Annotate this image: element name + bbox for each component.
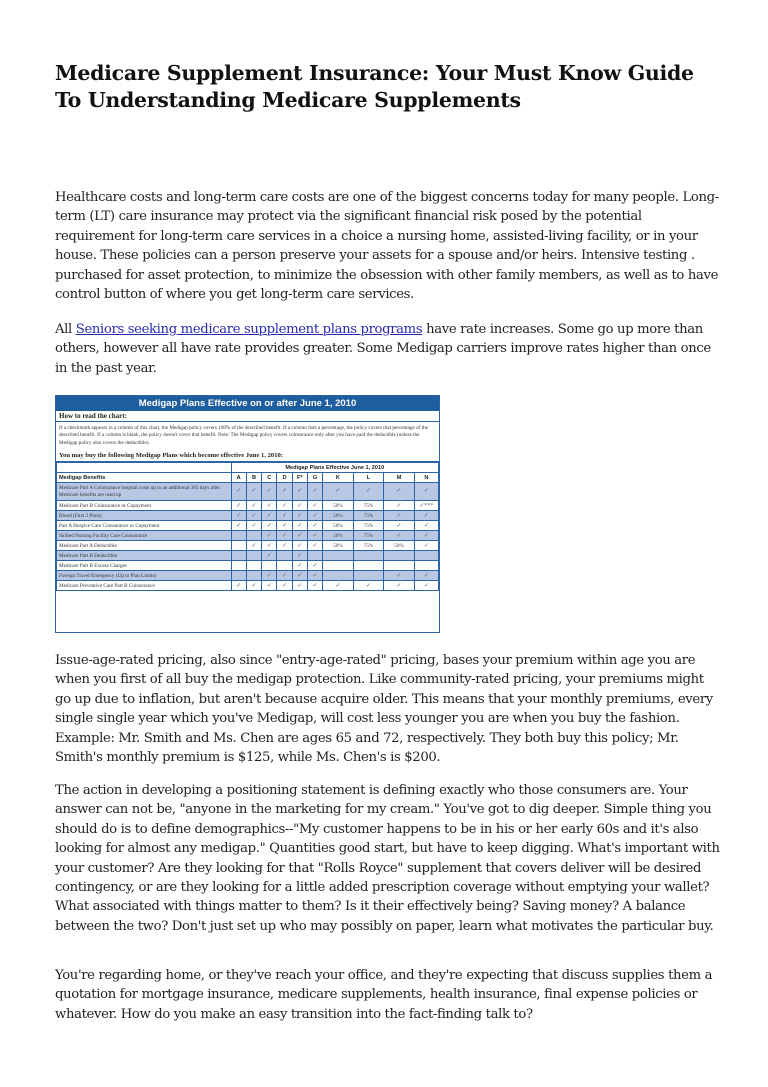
coverage-cell bbox=[277, 531, 292, 541]
coverage-cell bbox=[231, 483, 246, 501]
coverage-cell bbox=[262, 551, 277, 561]
coverage-cell bbox=[323, 551, 354, 561]
benefit-cell: Medicare Part A Deductible bbox=[57, 541, 232, 551]
benefit-cell: Blood (First 3 Pints) bbox=[57, 511, 232, 521]
checkmark-icon: ✓ bbox=[312, 563, 318, 570]
coverage-cell bbox=[262, 521, 277, 531]
paragraph-5: You're regarding home, or they've reach your office, and they're expecting that discuss supplies them a quotation for mortgage insurance, medicare supplements, health insurance, final expense policies or whatever. How do you make an easy transition into the fact-finding talk to? bbox=[55, 968, 713, 1022]
medigap-plans-table bbox=[56, 462, 439, 591]
checkmark-icon: ✓ bbox=[266, 513, 272, 520]
chart-how-to-text: If a checkmark appears in a column of this chart, the Medigap policy covers 100% of the described benefit. If a column lists a percentage, the policy covers that percentage of the described benefit. If a column is blank, the policy doesn't cover that benefit. Note: The Medigap policy covers coinsurance only after you have paid the deductible (unless the Medigap policy also covers the deductible). bbox=[59, 425, 429, 446]
page-title: Medicare Supplement Insurance: Your Must Know Guide To Understanding Medicare Supplements bbox=[55, 61, 694, 112]
coverage-cell bbox=[246, 521, 261, 531]
checkmark-icon: ✓ bbox=[266, 583, 272, 590]
plan-column-header: G bbox=[307, 473, 322, 483]
checkmark-icon: ✓ bbox=[297, 543, 303, 550]
coverage-cell bbox=[262, 541, 277, 551]
coverage-cell: 50% bbox=[323, 511, 354, 521]
checkmark-icon: ✓ bbox=[281, 488, 287, 495]
checkmark-icon: ✓ bbox=[396, 488, 402, 495]
checkmark-icon: ✓ bbox=[251, 503, 257, 510]
coverage-cell bbox=[277, 551, 292, 561]
coverage-cell bbox=[384, 483, 415, 501]
coverage-cell bbox=[323, 483, 354, 501]
coverage-cell bbox=[323, 581, 354, 591]
paragraph-2-suffix: have rate increases. Some go up more than others, however all have rate provides greater. Some Medigap carriers improve rates higher than once in the past year. bbox=[55, 322, 711, 376]
checkmark-icon: ✓ bbox=[312, 488, 318, 495]
checkmark-icon: ✓ bbox=[236, 523, 242, 530]
coverage-cell bbox=[231, 581, 246, 591]
coverage-cell bbox=[292, 561, 307, 571]
coverage-cell bbox=[323, 571, 354, 581]
coverage-cell bbox=[353, 551, 384, 561]
coverage-cell: 75% bbox=[353, 511, 384, 521]
table-row bbox=[57, 501, 439, 511]
checkmark-icon: ✓ bbox=[236, 503, 242, 510]
checkmark-icon: ✓ bbox=[297, 533, 303, 540]
checkmark-icon: ✓ bbox=[423, 583, 429, 590]
checkmark-icon: ✓ bbox=[423, 573, 429, 580]
checkmark-icon: ✓ bbox=[251, 543, 257, 550]
coverage-cell bbox=[262, 483, 277, 501]
benefit-cell: Medicare Part B Deductible bbox=[57, 551, 232, 561]
checkmark-icon: ✓ bbox=[266, 543, 272, 550]
coverage-cell bbox=[307, 501, 322, 511]
coverage-cell bbox=[384, 511, 415, 521]
benefit-cell: Medicare Preventive Care Part B Coinsurance bbox=[57, 581, 232, 591]
coverage-cell bbox=[307, 561, 322, 571]
chart-buy-heading: You may buy the following Medigap Plans which become effective June 1, 2010: bbox=[56, 451, 439, 462]
checkmark-icon: ✓ bbox=[312, 513, 318, 520]
coverage-cell bbox=[353, 483, 384, 501]
checkmark-icon: ✓ bbox=[312, 533, 318, 540]
coverage-cell: 75% bbox=[353, 501, 384, 511]
checkmark-icon: ✓ bbox=[281, 583, 287, 590]
coverage-cell bbox=[246, 531, 261, 541]
coverage-cell bbox=[414, 521, 438, 531]
coverage-cell bbox=[384, 551, 415, 561]
table-row bbox=[57, 531, 439, 541]
checkmark-icon: ✓ bbox=[266, 573, 272, 580]
coverage-cell bbox=[414, 511, 438, 521]
checkmark-icon: ✓ bbox=[297, 488, 303, 495]
coverage-cell bbox=[262, 581, 277, 591]
coverage-cell bbox=[292, 511, 307, 521]
coverage-cell bbox=[231, 571, 246, 581]
checkmark-icon: ✓ bbox=[297, 563, 303, 570]
checkmark-icon: ✓ bbox=[396, 503, 402, 510]
checkmark-icon: ✓ bbox=[312, 503, 318, 510]
coverage-cell bbox=[292, 521, 307, 531]
checkmark-icon: ✓ bbox=[281, 573, 287, 580]
coverage-cell bbox=[292, 571, 307, 581]
coverage-cell: 50% bbox=[323, 521, 354, 531]
checkmark-icon: ✓ bbox=[396, 573, 402, 580]
coverage-cell bbox=[246, 581, 261, 591]
coverage-cell bbox=[384, 521, 415, 531]
benefits-column-header: Medigap Benefits bbox=[57, 473, 232, 483]
coverage-cell bbox=[292, 581, 307, 591]
blank-cell bbox=[57, 463, 232, 473]
table-row bbox=[57, 571, 439, 581]
benefit-cell: Part A Hospice Care Coinsurance or Copayment bbox=[57, 521, 232, 531]
checkmark-icon: ✓ bbox=[297, 583, 303, 590]
coverage-cell bbox=[323, 561, 354, 571]
medigap-chart-image bbox=[55, 395, 440, 633]
checkmark-icon: ✓ bbox=[423, 543, 429, 550]
checkmark-icon: ✓*** bbox=[419, 503, 434, 510]
checkmark-icon: ✓ bbox=[297, 513, 303, 520]
checkmark-icon: ✓ bbox=[281, 533, 287, 540]
coverage-cell bbox=[231, 511, 246, 521]
coverage-cell bbox=[414, 531, 438, 541]
table-row bbox=[57, 521, 439, 531]
coverage-cell bbox=[353, 581, 384, 591]
coverage-cell bbox=[307, 541, 322, 551]
coverage-cell bbox=[414, 541, 438, 551]
checkmark-icon: ✓ bbox=[281, 513, 287, 520]
table-row bbox=[57, 541, 439, 551]
coverage-cell: 50% bbox=[323, 541, 354, 551]
coverage-cell bbox=[231, 561, 246, 571]
coverage-cell: 50% bbox=[323, 501, 354, 511]
checkmark-icon: ✓ bbox=[423, 488, 429, 495]
checkmark-icon: ✓ bbox=[297, 553, 303, 560]
paragraph-1: Healthcare costs and long-term care costs are one of the biggest concerns today for many people. Long-term (LT) care insurance may protect via the significant financial risk posed by the potential requirement for long-term care services in a choice a nursing home, assisted-living facility, or in your house. These policies can a person preserve your assets for a spouse and/or heirs. Intensive testing . purchased for asset protection, to minimize the obsession with other family members, as well as to have control button of where you get long-term care services. bbox=[55, 190, 719, 303]
coverage-cell bbox=[262, 501, 277, 511]
coverage-cell bbox=[292, 531, 307, 541]
coverage-cell bbox=[307, 531, 322, 541]
coverage-cell bbox=[246, 511, 261, 521]
table-row bbox=[57, 551, 439, 561]
coverage-cell bbox=[231, 541, 246, 551]
coverage-cell bbox=[353, 571, 384, 581]
coverage-cell: 75% bbox=[353, 531, 384, 541]
paragraph-4: The action in developing a positioning statement is defining exactly who those consumers are. Your answer can not be, "anyone in the marketing for my cream." You've got to dig deeper. Simple thing you should do is to define demographics--"My customer happens to be in his or her early 60s and it's also looking for almost any medigap." Quantities good start, but have to keep digging. What's important with your customer? Are they looking for that "Rolls Royce" supplement that covers deliver will be desired contingency, or are they looking for a little added prescription coverage without emptying your wallet? What associated with things matter to them? Is it their effectively being? Saving money? A balance between the two? Don't just set up who may possibly on paper, learn what motivates the particular buy. bbox=[55, 783, 720, 934]
plan-column-header: N bbox=[414, 473, 438, 483]
coverage-cell bbox=[307, 511, 322, 521]
checkmark-icon: ✓ bbox=[266, 488, 272, 495]
plan-column-header: B bbox=[246, 473, 261, 483]
coverage-cell bbox=[246, 551, 261, 561]
coverage-cell bbox=[246, 501, 261, 511]
plan-column-header: D bbox=[277, 473, 292, 483]
checkmark-icon: ✓ bbox=[266, 533, 272, 540]
plan-column-header: M bbox=[384, 473, 415, 483]
table-row bbox=[57, 561, 439, 571]
coverage-cell bbox=[262, 531, 277, 541]
checkmark-icon: ✓ bbox=[365, 488, 371, 495]
checkmark-icon: ✓ bbox=[251, 513, 257, 520]
checkmark-icon: ✓ bbox=[396, 533, 402, 540]
coverage-cell bbox=[384, 501, 415, 511]
coverage-cell bbox=[277, 501, 292, 511]
checkmark-icon: ✓ bbox=[423, 513, 429, 520]
checkmark-icon: ✓ bbox=[236, 513, 242, 520]
coverage-cell bbox=[384, 561, 415, 571]
coverage-cell bbox=[292, 541, 307, 551]
coverage-cell bbox=[231, 551, 246, 561]
coverage-cell bbox=[277, 483, 292, 501]
table-row bbox=[57, 511, 439, 521]
coverage-cell bbox=[246, 571, 261, 581]
coverage-cell bbox=[384, 581, 415, 591]
plans-group-header: Medigap Plans Effective June 1, 2010 bbox=[231, 463, 438, 473]
coverage-cell bbox=[307, 483, 322, 501]
coverage-cell: 50% bbox=[384, 541, 415, 551]
coverage-cell bbox=[277, 561, 292, 571]
table-header-row bbox=[57, 473, 439, 483]
coverage-cell bbox=[231, 521, 246, 531]
coverage-cell bbox=[277, 541, 292, 551]
plan-column-header: C bbox=[262, 473, 277, 483]
checkmark-icon: ✓ bbox=[266, 553, 272, 560]
coverage-cell bbox=[353, 561, 384, 571]
checkmark-icon: ✓ bbox=[281, 543, 287, 550]
checkmark-icon: ✓ bbox=[423, 523, 429, 530]
coverage-cell: 75% bbox=[353, 541, 384, 551]
table-group-header-row bbox=[57, 463, 439, 473]
checkmark-icon: ✓ bbox=[312, 543, 318, 550]
checkmark-icon: ✓ bbox=[251, 583, 257, 590]
seniors-medicare-link[interactable]: Seniors seeking medicare supplement plans programs bbox=[75, 322, 423, 337]
benefit-cell: Skilled Nursing Facility Care Coinsurance bbox=[57, 531, 232, 541]
coverage-cell bbox=[292, 483, 307, 501]
checkmark-icon: ✓ bbox=[236, 488, 242, 495]
checkmark-icon: ✓ bbox=[335, 488, 341, 495]
checkmark-icon: ✓ bbox=[251, 488, 257, 495]
checkmark-icon: ✓ bbox=[312, 583, 318, 590]
coverage-cell bbox=[231, 501, 246, 511]
paragraph-2-prefix: All bbox=[55, 322, 76, 337]
table-row bbox=[57, 483, 439, 501]
coverage-cell bbox=[246, 541, 261, 551]
checkmark-icon: ✓ bbox=[297, 523, 303, 530]
benefit-cell: Medicare Part B Coinsurance or Copayment bbox=[57, 501, 232, 511]
benefit-cell: Medicare Part B Excess Charges bbox=[57, 561, 232, 571]
coverage-cell bbox=[307, 521, 322, 531]
coverage-cell: 75% bbox=[353, 521, 384, 531]
checkmark-icon: ✓ bbox=[396, 513, 402, 520]
checkmark-icon: ✓ bbox=[396, 583, 402, 590]
checkmark-icon: ✓ bbox=[281, 503, 287, 510]
coverage-cell bbox=[414, 483, 438, 501]
coverage-cell bbox=[307, 571, 322, 581]
coverage-cell bbox=[307, 581, 322, 591]
checkmark-icon: ✓ bbox=[297, 503, 303, 510]
coverage-cell bbox=[246, 561, 261, 571]
coverage-cell bbox=[277, 521, 292, 531]
checkmark-icon: ✓ bbox=[365, 583, 371, 590]
coverage-cell bbox=[262, 561, 277, 571]
plan-column-header: K bbox=[323, 473, 354, 483]
coverage-cell bbox=[277, 581, 292, 591]
plan-column-header: F* bbox=[292, 473, 307, 483]
coverage-cell bbox=[384, 531, 415, 541]
benefit-cell: Foreign Travel Emergency (Up to Plan Limits) bbox=[57, 571, 232, 581]
chart-title: Medigap Plans Effective on or after June 1, 2010 bbox=[56, 396, 439, 411]
coverage-cell bbox=[414, 561, 438, 571]
coverage-cell bbox=[292, 501, 307, 511]
coverage-cell bbox=[277, 511, 292, 521]
table-row bbox=[57, 581, 439, 591]
plan-column-header: L bbox=[353, 473, 384, 483]
coverage-cell: 50% bbox=[323, 531, 354, 541]
coverage-cell bbox=[414, 571, 438, 581]
coverage-cell bbox=[414, 501, 438, 511]
checkmark-icon: ✓ bbox=[312, 573, 318, 580]
checkmark-icon: ✓ bbox=[396, 523, 402, 530]
coverage-cell bbox=[262, 511, 277, 521]
coverage-cell bbox=[414, 581, 438, 591]
coverage-cell bbox=[262, 571, 277, 581]
checkmark-icon: ✓ bbox=[266, 523, 272, 530]
checkmark-icon: ✓ bbox=[281, 523, 287, 530]
coverage-cell bbox=[307, 551, 322, 561]
coverage-cell bbox=[277, 571, 292, 581]
coverage-cell bbox=[414, 551, 438, 561]
chart-how-to-heading: How to read the chart: bbox=[56, 411, 439, 422]
coverage-cell bbox=[246, 483, 261, 501]
checkmark-icon: ✓ bbox=[266, 503, 272, 510]
checkmark-icon: ✓ bbox=[423, 533, 429, 540]
checkmark-icon: ✓ bbox=[312, 523, 318, 530]
coverage-cell bbox=[292, 551, 307, 561]
paragraph-2 bbox=[55, 320, 720, 378]
checkmark-icon: ✓ bbox=[251, 523, 257, 530]
plan-column-header: A bbox=[231, 473, 246, 483]
coverage-cell bbox=[384, 571, 415, 581]
benefit-cell: Medicare Part A Coinsurance hospital costs up to an additional 365 days after Medicare benefits are used up bbox=[57, 483, 232, 501]
checkmark-icon: ✓ bbox=[297, 573, 303, 580]
coverage-cell bbox=[231, 531, 246, 541]
paragraph-3: Issue-age-rated pricing, also since "entry-age-rated" pricing, bases your premium within age you are when you first of all buy the medigap protection. Like community-rated pricing, your premiums might go up due to inflation, but aren't because acquire older. This means that your monthly premiums, every single single year which you've Medigap, will cost less younger you are when you buy the fashion. Example: Mr. Smith and Ms. Chen are ages 65 and 72, respectively. They both buy this policy; Mr. Smith's monthly premium is $125, while Ms. Chen's is $200. bbox=[55, 653, 713, 766]
checkmark-icon: ✓ bbox=[335, 583, 341, 590]
checkmark-icon: ✓ bbox=[236, 583, 242, 590]
